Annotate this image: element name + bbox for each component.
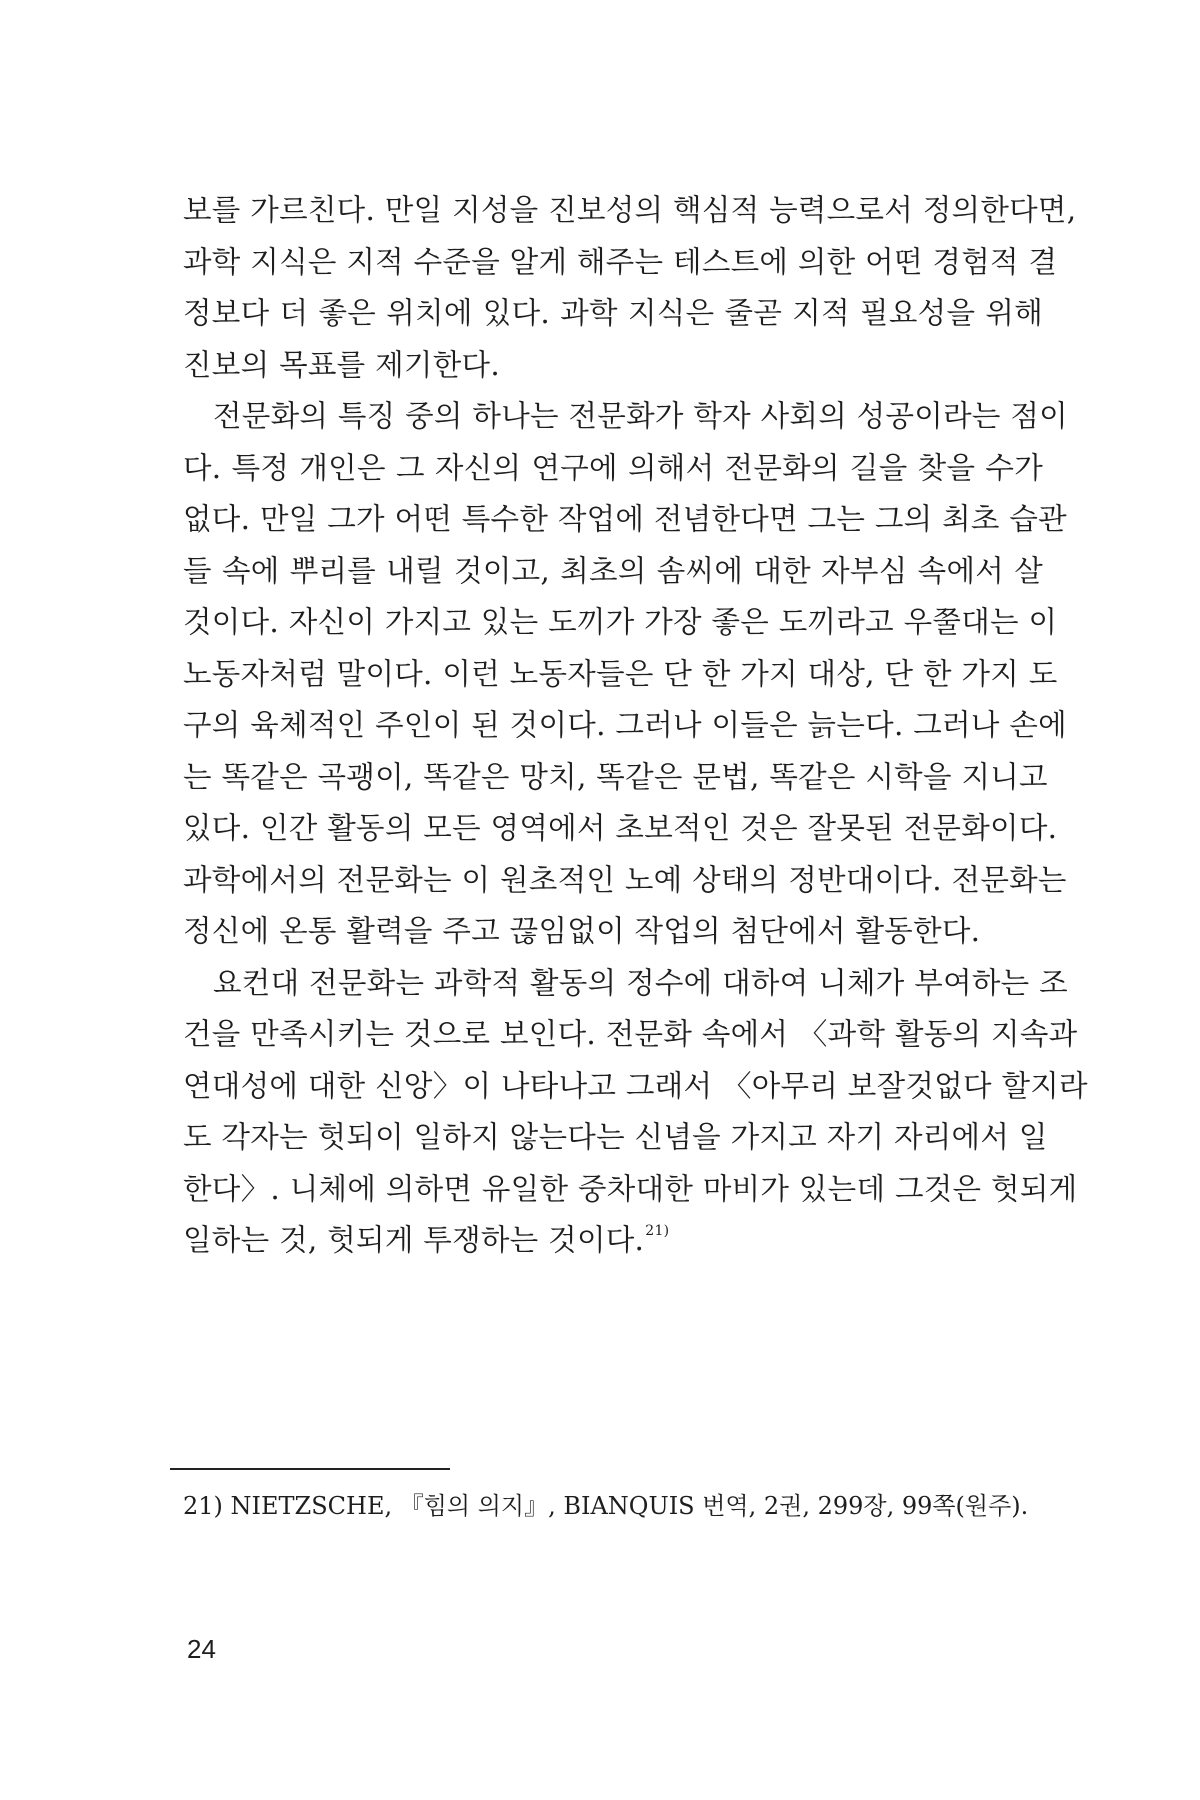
text-line: 한다〉. 니체에 의하면 유일한 중차대한 마비가 있는데 그것은 헛되게 — [183, 1171, 1078, 1206]
text-line: 건을 만족시키는 것으로 보인다. 전문화 속에서 〈과학 활동의 지속과 — [183, 1017, 1078, 1051]
text-line: 는 똑같은 곡괭이, 똑같은 망치, 똑같은 문법, 똑같은 시학을 지니고 — [183, 759, 1048, 794]
last-line-text: 일하는 것, 헛되게 투쟁하는 것이다. — [183, 1223, 645, 1257]
text-line: 과학 지식은 지적 수준을 알게 해주는 테스트에 의한 어떤 경험적 결 — [183, 244, 1058, 279]
text-line: 정신에 온통 활력을 주고 끊임없이 작업의 첨단에서 활동한다. — [183, 914, 981, 948]
text-line: 것이다. 자신이 가지고 있는 도끼가 가장 좋은 도끼라고 우쭐대는 이 — [183, 605, 1058, 639]
text-line: 진보의 목표를 제기한다. — [183, 347, 501, 382]
body-text — [183, 185, 1088, 1267]
text-line — [183, 1215, 1043, 1267]
footnote-reference: 21) — [645, 1223, 670, 1240]
text-line: 보를 가르친다. 만일 지성을 진보성의 핵심적 능력으로서 정의한다면, — [183, 193, 1077, 227]
text-line: 다. 특정 개인은 그 자신의 연구에 의해서 전문화의 길을 찾을 수가 — [183, 450, 1043, 485]
page-number: 24 — [187, 1634, 216, 1664]
text-line: 정보다 더 좋은 위치에 있다. 과학 지식은 줄곧 지적 필요성을 위해 — [183, 296, 1043, 330]
text-line: 없다. 만일 그가 어떤 특수한 작업에 전념한다면 그는 그의 최초 습관 — [183, 502, 1067, 536]
text-line: 도 각자는 헛되이 일하지 않는다는 신념을 가지고 자기 자리에서 일 — [183, 1120, 1048, 1154]
footnote-divider — [170, 1468, 450, 1470]
text-line: 전문화의 특징 중의 하나는 전문화가 학자 사회의 성공이라는 점이 — [213, 399, 1068, 433]
text-line: 연대성에 대한 신앙〉이 나타나고 그래서 〈아무리 보잘것없다 할지라 — [183, 1068, 1088, 1103]
text-line: 구의 육체적인 주인이 된 것이다. 그러나 이들은 늙는다. 그러나 손에 — [183, 708, 1067, 742]
text-line: 들 속에 뿌리를 내릴 것이고, 최초의 솜씨에 대한 자부심 속에서 살 — [183, 553, 1043, 588]
text-line: 요컨대 전문화는 과학적 활동의 정수에 대하여 니체가 부여하는 조 — [213, 965, 1068, 1000]
footnote: 21) NIETZSCHE, 『힘의 의지』, BIANQUIS 번역, 2권, 299장, 99쪽(원주). — [183, 1492, 1029, 1520]
text-line: 과학에서의 전문화는 이 원초적인 노예 상태의 정반대이다. 전문화는 — [183, 862, 1067, 897]
text-line: 노동자처럼 말이다. 이런 노동자들은 단 한 가지 대상, 단 한 가지 도 — [183, 656, 1058, 691]
text-line: 있다. 인간 활동의 모든 영역에서 초보적인 것은 잘못된 전문화이다. — [183, 811, 1058, 845]
